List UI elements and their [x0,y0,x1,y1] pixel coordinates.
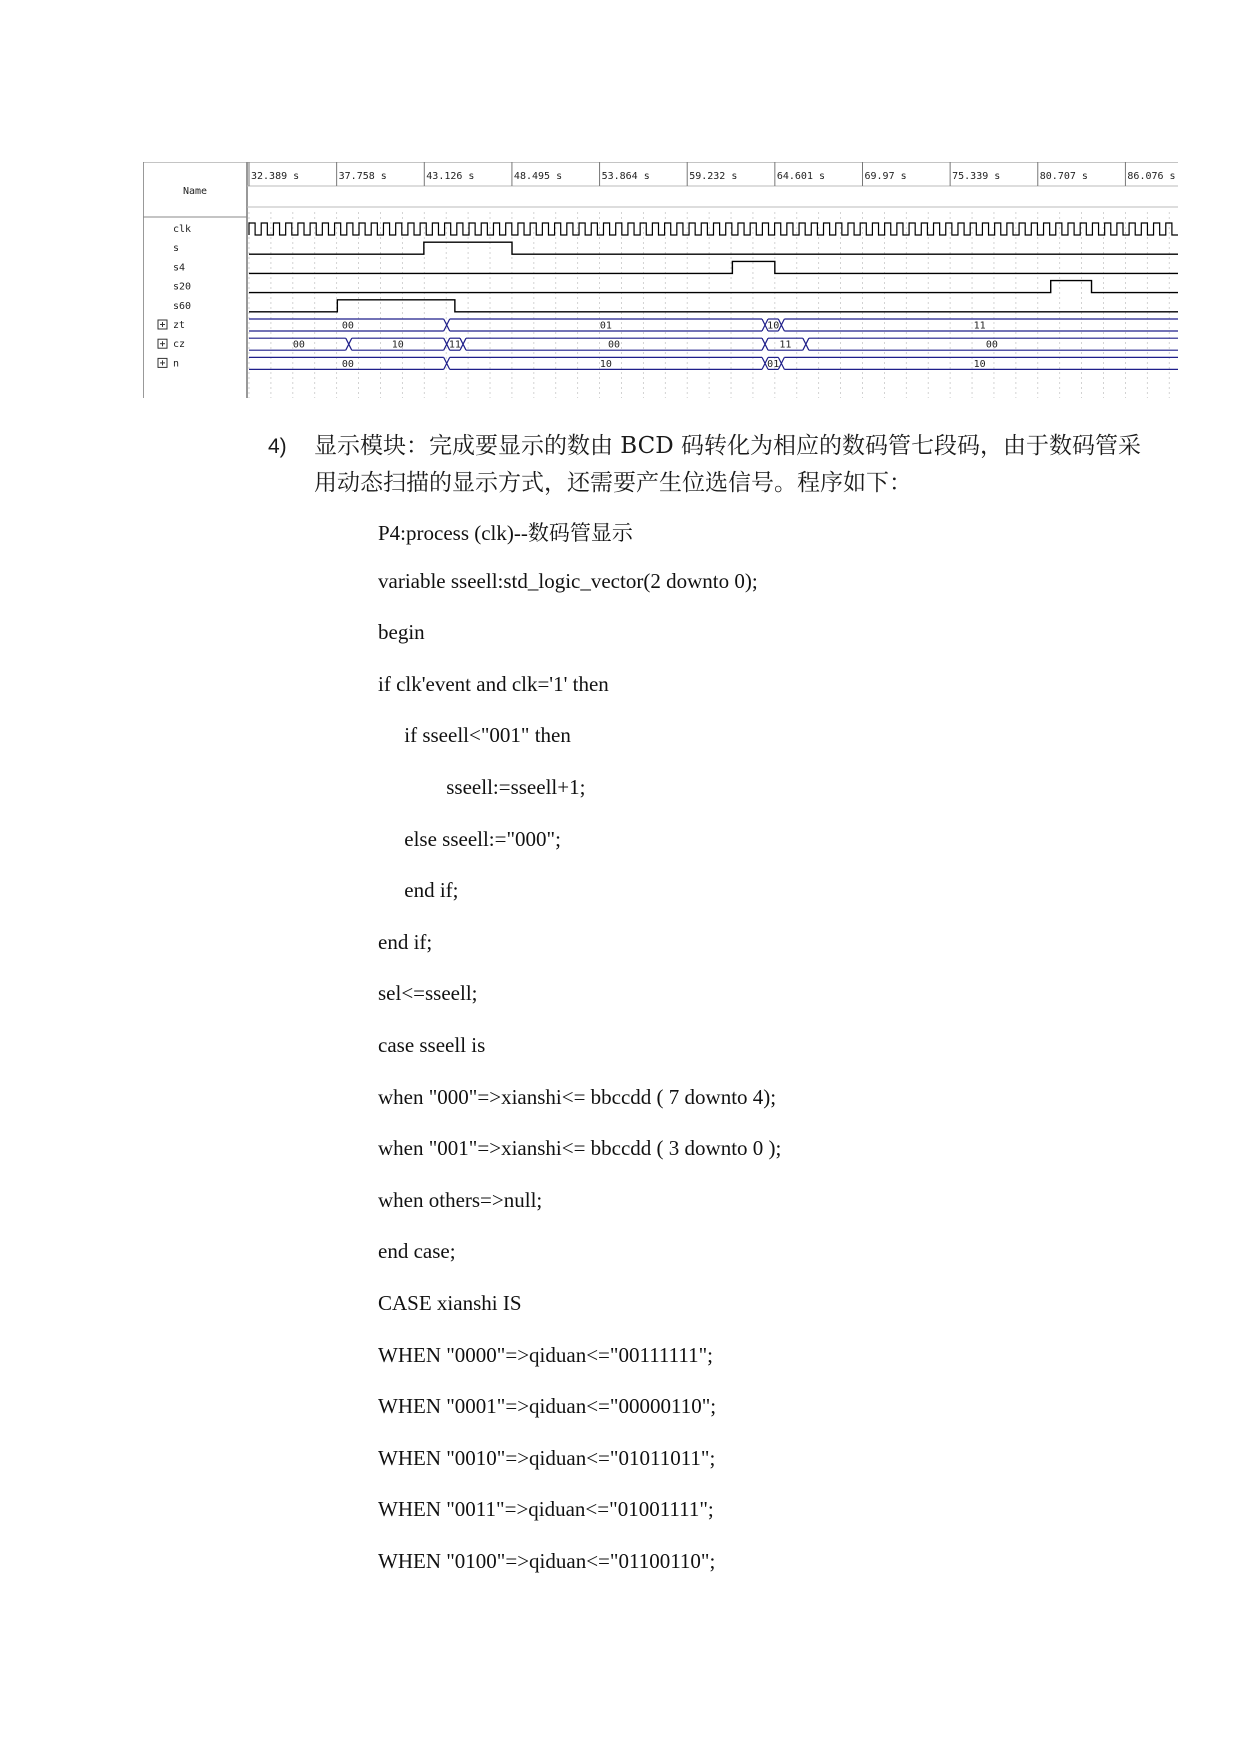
bus-value: 00 [985,339,998,351]
code-line: WHEN "0011"=>qiduan<="01001111"; [378,1497,714,1522]
expand-toggle-icon[interactable] [158,358,167,367]
code-line: WHEN "0001"=>qiduan<="00000110"; [378,1394,717,1419]
bus-value: 11 [973,320,986,332]
code-line: end if; [378,878,459,903]
signal-trace [249,319,1178,332]
code-line: case sseell is [378,1033,486,1057]
time-label: 48.495 s [513,171,563,182]
signal-name[interactable]: s60 [173,300,192,312]
signal-name[interactable]: cz [173,339,186,351]
code-line: when others=>null; [378,1187,543,1212]
waveform-viewer [143,162,1178,398]
signal-trace [249,338,1178,351]
code-line: else sseell:="000"; [378,826,561,851]
bus-value: 01 [599,320,612,332]
code-line: when "001"=>xianshi<= bbccdd ( 3 downto 0 ); [378,1136,782,1161]
code-line: if sseell<"001" then [378,723,571,748]
signal-trace [249,300,1178,312]
bus-value: 10 [391,339,404,351]
time-label: 80.707 s [1039,171,1088,182]
signal-name[interactable]: clk [173,224,192,235]
code-line: sel<=sseell; [378,981,478,1006]
signal-name[interactable]: zt [173,320,186,331]
bus-value: 01 [767,358,780,370]
section-paragraph: 显示模块：完成要显示的数由 BCD 码转化为相应的数码管七段码，由于数码管采用动态扫描的显示方式，还需要产生位选信号。程序如下： [314,433,1141,496]
signal-trace [249,242,1178,254]
bus-value: 00 [341,320,354,332]
bus-value: 10 [599,358,612,370]
name-header: Name [182,186,208,197]
signal-name[interactable]: s4 [173,262,186,274]
expand-toggle-icon[interactable] [158,339,167,348]
signal-trace [249,223,1178,235]
code-line: P4:process (clk)--数码管显示 [378,521,633,545]
bus-value: 00 [608,339,621,351]
section-number: 4) [268,435,287,458]
time-label: 32.389 s [251,171,300,182]
code-line: when "000"=>xianshi<= bbccdd ( 7 downto 4); [378,1084,777,1109]
time-label: 53.864 s [601,171,650,182]
time-label: 37.758 s [338,171,387,182]
time-label: 75.339 s [952,171,1001,182]
code-line: end case; [378,1239,456,1264]
bus-value: 00 [341,358,354,370]
time-label: 59.232 s [689,171,738,182]
code-line: WHEN "0010"=>qiduan<="01011011"; [378,1445,716,1470]
signal-trace [249,281,1178,293]
signal-name[interactable]: s20 [173,281,192,293]
bus-value: 11 [448,339,461,351]
expand-toggle-icon[interactable] [158,320,167,329]
code-line: variable sseell:std_logic_vector(2 downto 0); [378,568,758,593]
code-line: WHEN "0000"=>qiduan<="00111111"; [378,1342,713,1367]
code-line: CASE xianshi IS [378,1291,522,1315]
time-label: 64.601 s [776,171,826,182]
code-line: WHEN "0100"=>qiduan<="01100110"; [378,1549,716,1573]
code-line: end if; [378,929,433,954]
signal-trace [249,357,1178,370]
time-label: 69.97 s [864,171,907,182]
bus-value: 11 [779,339,792,351]
code-line: if clk'event and clk='1' then [378,671,609,696]
signal-trace [249,261,1178,273]
bus-value: 10 [973,358,986,370]
bus-value: 00 [292,339,305,351]
signal-name[interactable]: s [173,243,180,255]
code-line: sseell:=sseell+1; [378,775,586,799]
bus-value: 10 [767,320,780,332]
time-label: 86.076 s [1127,171,1176,182]
time-label: 43.126 s [426,171,475,182]
signal-name[interactable]: n [173,358,180,370]
code-line: begin [378,620,425,645]
